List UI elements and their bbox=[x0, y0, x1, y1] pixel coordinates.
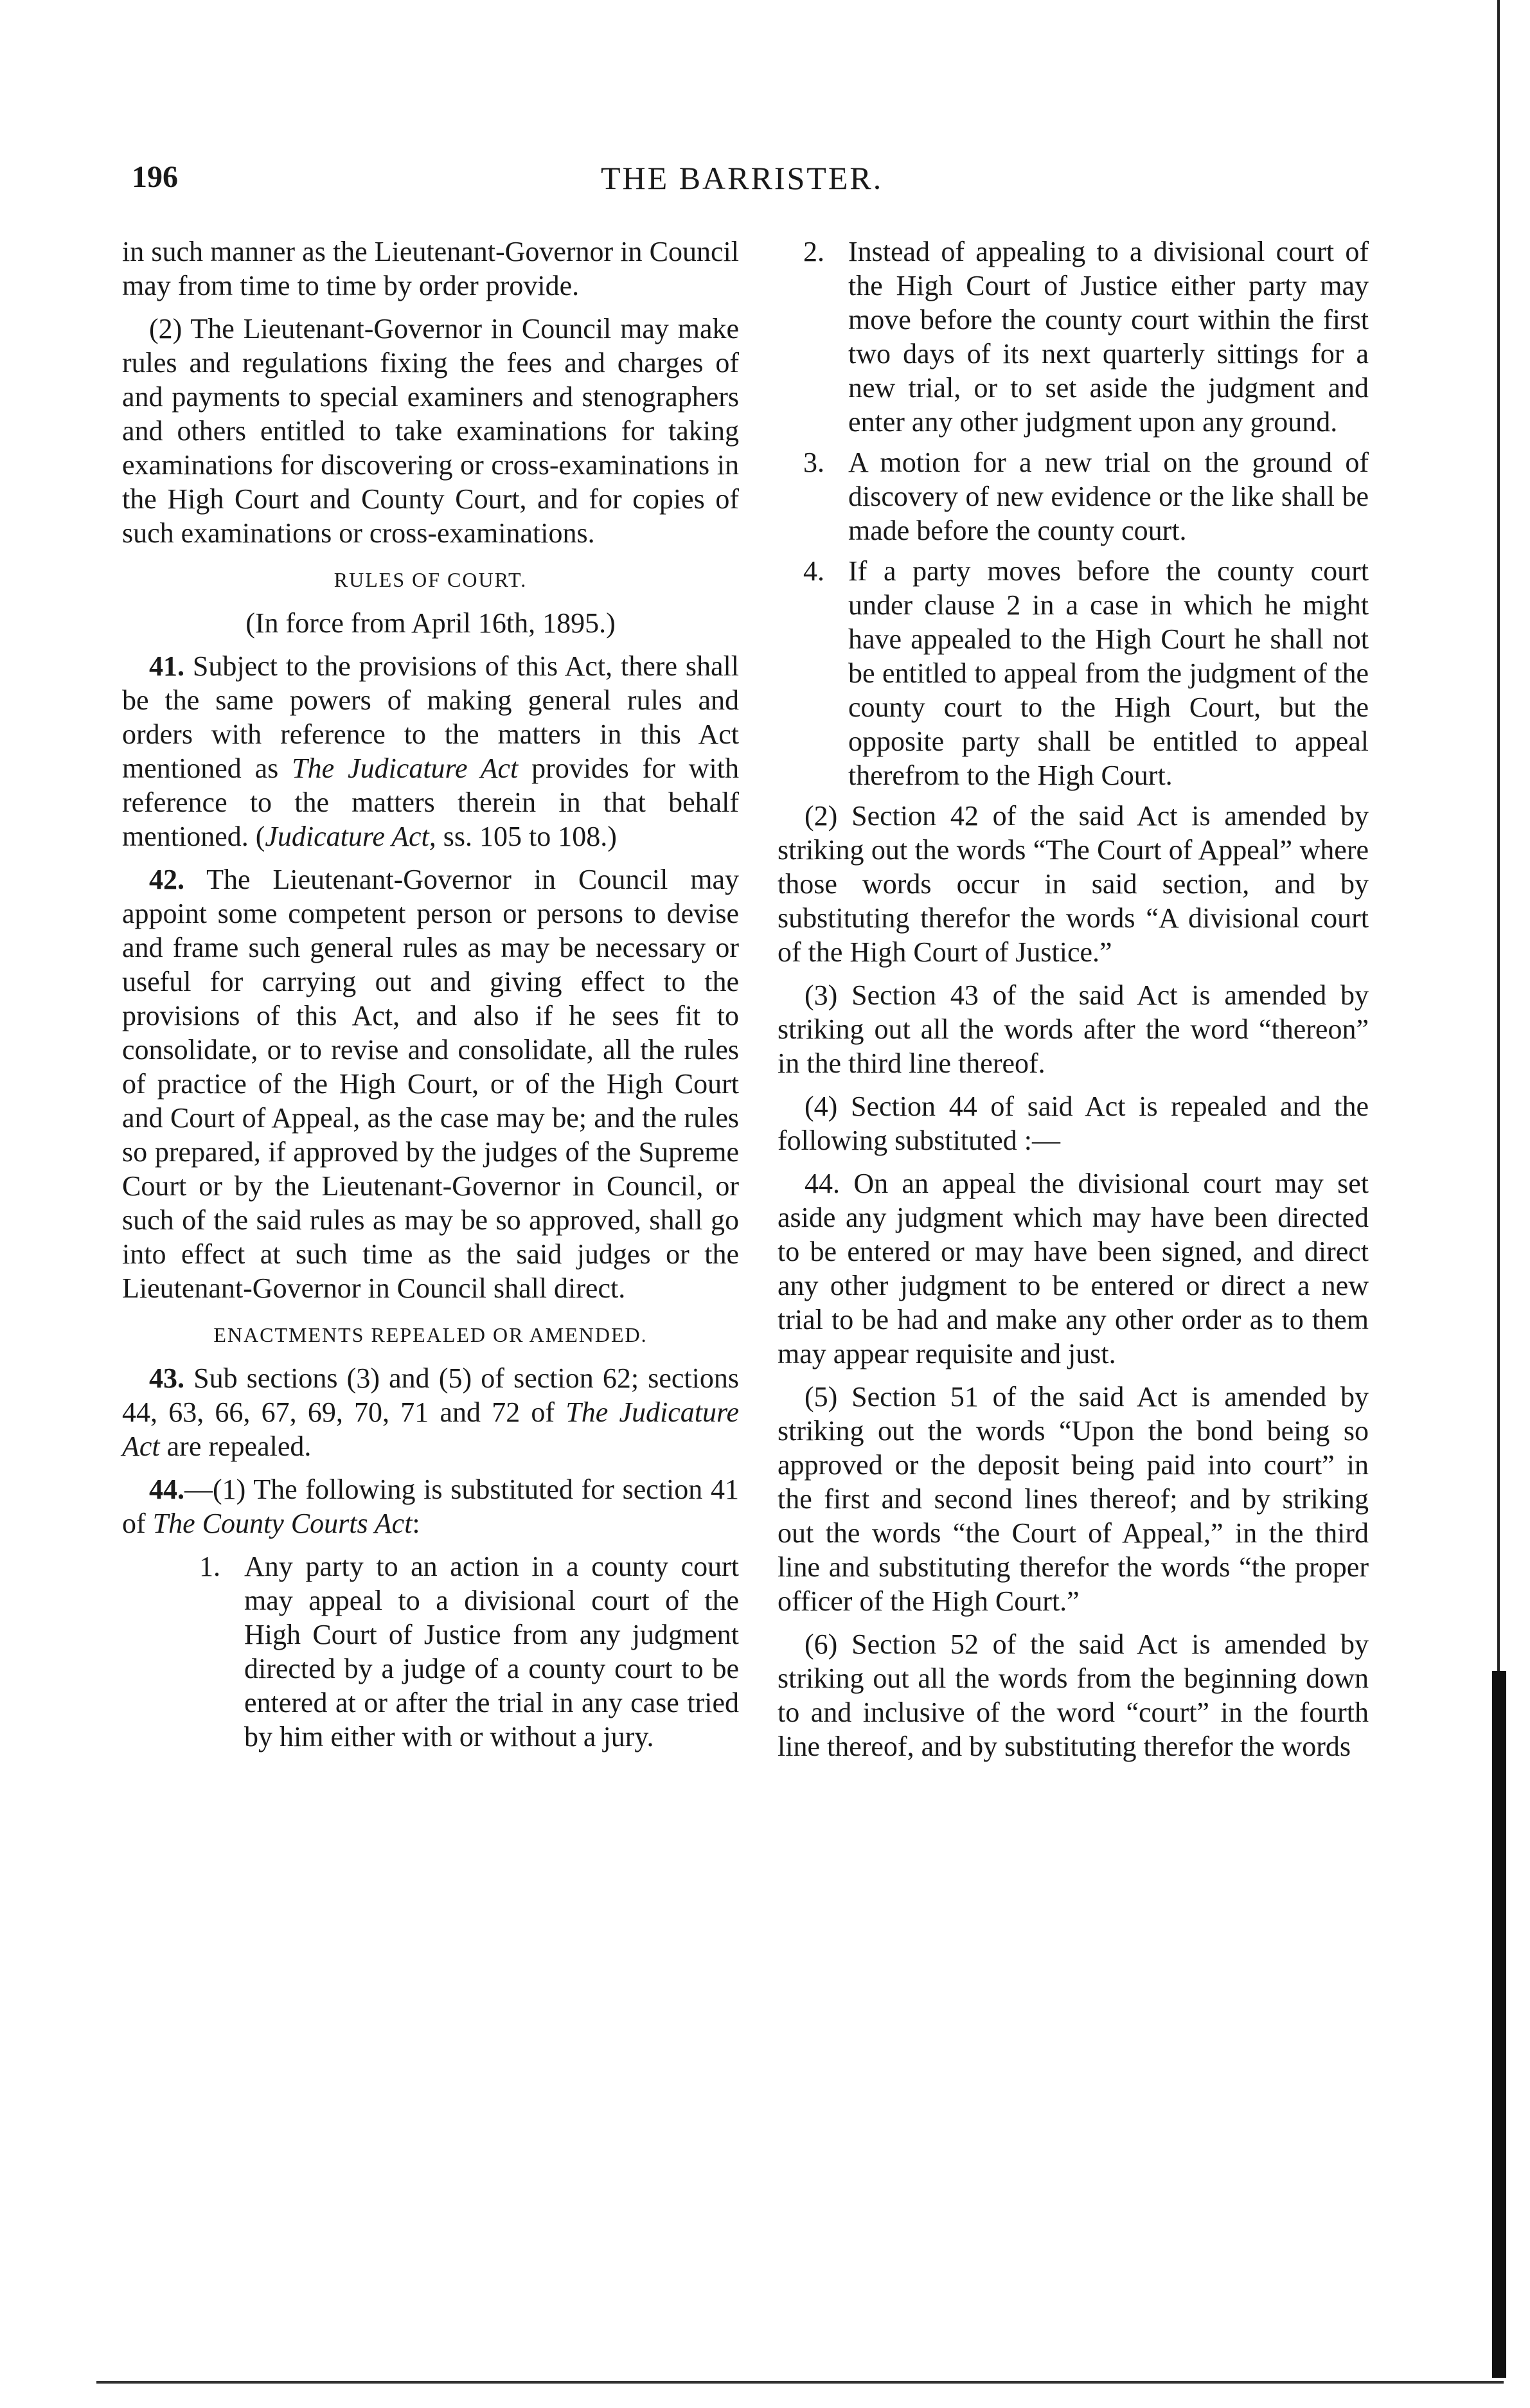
paragraph: (4) Section 44 of said Act is repealed and the following substituted :— bbox=[778, 1091, 1369, 1156]
bottom-rule bbox=[96, 2381, 1504, 2384]
section-text: are repealed. bbox=[159, 1431, 312, 1462]
list-item bbox=[199, 1549, 739, 1754]
section-number: 41. bbox=[149, 650, 184, 682]
page-number: 196 bbox=[132, 160, 178, 194]
section-44 bbox=[122, 1472, 739, 1540]
section-43 bbox=[122, 1361, 739, 1463]
list-item bbox=[803, 235, 1369, 439]
item-text: A motion for a new trial on the ground of discovery of new evidence or the like shall be made before the county court. bbox=[848, 447, 1369, 546]
left-column bbox=[122, 235, 739, 1760]
section-number: 42. bbox=[149, 864, 184, 895]
rules-subheading: (In force from April 16th, 1895.) bbox=[245, 607, 616, 639]
list-item bbox=[803, 554, 1369, 792]
paragraph: (2) Section 42 of the said Act is amended by striking out the words “The Court of Appeal” where those words occur in said section, and by substituting therefor the words “A divisional court of the High Court of Justice.” bbox=[778, 800, 1369, 968]
item-text: Instead of appealing to a divisional court of the High Court of Justice either party may move before the county court within the first two days of its next quarterly sittings for a new trial, or to set aside the judgment and enter any other judgment upon any ground. bbox=[848, 236, 1369, 438]
item-number: 1. bbox=[199, 1551, 220, 1582]
section-text: : bbox=[412, 1508, 420, 1539]
citation: Judicature Act, bbox=[265, 821, 436, 852]
section-heading-rules: RULES OF COURT. bbox=[334, 568, 528, 591]
act-title: The Judicature Act bbox=[292, 753, 519, 784]
section-text: provides for with reference to the matters therein in that behalf mentioned. ( bbox=[122, 753, 740, 852]
item-number: 4. bbox=[803, 555, 824, 587]
section-number: 43. bbox=[149, 1362, 184, 1394]
section-41 bbox=[122, 649, 739, 853]
section-text: The Lieutenant-Governor in Council may appoint some competent person or persons to devise and frame such general rules as may be necessary or useful for carrying out and giving effect to the provisions of this Act, and also if he sees fit to consolidate, or to revise and consolidate, all the rules of practice of the High Court, or of the High Court and Court of Appeal, as the case may be; and the rules so prepared, if approved by the judges of the Supreme Court or by the Lieutenant-Governor in Council, or such of the said rules as may be so approved, shall go into effect at such time as the said judges or the Lieutenant-Governor in Council shall direct. bbox=[122, 864, 739, 1304]
paragraph: (5) Section 51 of the said Act is amended by striking out the words “Upon the bond being so approved or the deposit being paid into court” in the first and second lines thereof; and by striking out the words “the Court of Appeal,” in the third line and substituting therefor the words “the proper officer of the High Court.” bbox=[778, 1381, 1369, 1617]
list-item bbox=[803, 445, 1369, 548]
act-title: The Judicature Act bbox=[122, 1396, 740, 1462]
section-text: Sub sections (3) and (5) of section 62; sections 44, 63, 66, 67, 69, 70, 71 and 72 of bbox=[122, 1362, 739, 1428]
item-text: Any party to an action in a county court may appeal to a divisional court of the High Court of Justice from any judgment directed by a judge of a county court to be entered at or after the trial in any case tried by him either with or without a jury. bbox=[244, 1551, 739, 1752]
item-number: 3. bbox=[803, 447, 824, 478]
paragraph: (6) Section 52 of the said Act is amended by striking out all the words from the beginning down to and inclusive of the word “court” in the fourth line thereof, and by substituting therefor the words bbox=[778, 1628, 1369, 1762]
item-number: 2. bbox=[803, 236, 824, 267]
item-text: If a party moves before the county court under clause 2 in a case in which he might have appealed to the High Court he shall not be entitled to appeal from the judgment of the county court to the High Court, but the opposite party shall be entitled to appeal therefrom to the High Court. bbox=[848, 555, 1369, 791]
section-text: ss. 105 to 108.) bbox=[436, 821, 617, 852]
paragraph: (3) Section 43 of the said Act is amended by striking out all the words after the word “thereon” in the third line thereof. bbox=[778, 979, 1369, 1079]
section-heading-enactments: ENACTMENTS REPEALED OR AMENDED. bbox=[213, 1323, 648, 1346]
right-column bbox=[778, 235, 1369, 1772]
running-head: THE BARRISTER. bbox=[601, 160, 884, 196]
paragraph: in such manner as the Lieutenant-Governor in Council may from time to time by order provide. bbox=[122, 236, 739, 301]
section-number: 44. bbox=[149, 1474, 184, 1505]
paragraph: 44. On an appeal the divisional court may set aside any judgment which may have been directed to be entered or may have been signed, and direct any other judgment to be entered or direct a new trial to be had and make any other order as to them may appear requisite and just. bbox=[778, 1168, 1369, 1369]
paragraph: (2) The Lieutenant-Governor in Council may make rules and regulations fixing the fees and charges of and payments to special examiners and stenographers and others entitled to take examinations for taking examinations for discovering or cross-examinations in the High Court and County Court, and for copies of such examinations or cross-examinations. bbox=[122, 313, 739, 549]
page-header bbox=[132, 159, 1365, 211]
act-title: The County Courts Act bbox=[152, 1508, 413, 1539]
section-text: —(1) The following is substituted for section 41 of bbox=[122, 1474, 739, 1539]
right-margin-rule-heavy bbox=[1492, 1671, 1506, 2378]
section-text: Subject to the provisions of this Act, there shall be the same powers of making general rules and orders with reference to the matters in this Act mentioned as bbox=[122, 650, 739, 784]
section-42 bbox=[122, 862, 739, 1305]
